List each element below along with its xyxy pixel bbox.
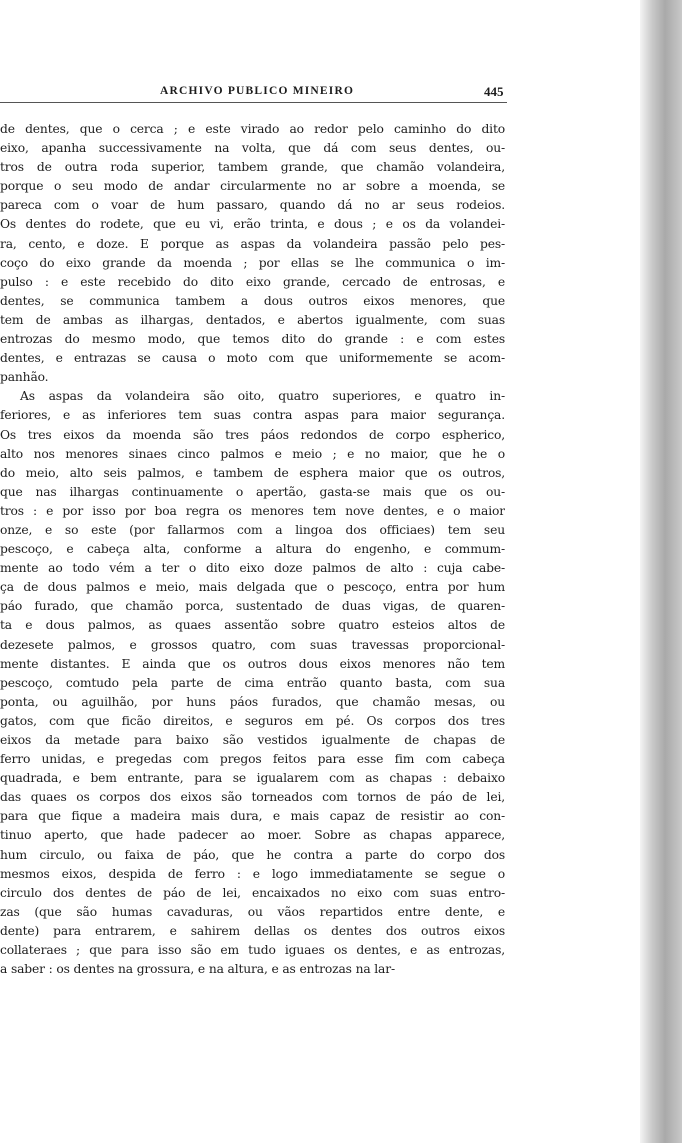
running-header-title: ARCHIVO PUBLICO MINEIRO <box>160 85 355 97</box>
text-line: mente ao todo vém a ter o dito eixo doze palmos de alto : cuja cabe- <box>0 561 505 576</box>
page-number: 445 <box>484 84 504 99</box>
text-line: feriores, e as inferiores tem suas contra aspas para maior segurança. <box>0 408 505 423</box>
text-line: coço do eixo grande da moenda ; por ellas se lhe communica o im- <box>0 255 505 270</box>
text-line: alto nos menores sinaes cinco palmos e meio ; e no maior, que he o <box>0 446 505 461</box>
text-line: tinuo aperto, que hade padecer ao moer. Sobre as chapas apparece, <box>0 828 505 843</box>
text-line: eixo, apanha successivamente na volta, que dá com seus dentes, ou- <box>0 141 505 156</box>
text-line: mesmos eixos, despida de ferro : e logo immediatamente se segue o <box>0 866 505 881</box>
body-text <box>0 120 505 979</box>
text-line: circulo dos dentes de páo de lei, encaixados no eixo com suas entro- <box>0 885 505 900</box>
text-line: hum circulo, ou faixa de páo, que he contra a parte do corpo dos <box>0 847 505 862</box>
text-line: ça de dous palmos e meio, mais delgada que o pescoço, entra por hum <box>0 580 505 595</box>
text-line: do meio, alto seis palmos, e tambem de esphera maior que os outros, <box>0 465 505 480</box>
text-line: ferro unidas, e pregedas com pregos feitos para esse fim com cabeça <box>0 752 505 767</box>
text-line: zas (que são humas cavaduras, ou vãos repartidos entre dente, e <box>0 904 505 919</box>
text-line: dentes, se communica tambem a dous outros eixos menores, que <box>0 293 505 308</box>
text-line: que nas ilhargas continuamente o apertão, gasta-se mais que os ou- <box>0 484 505 499</box>
text-line: ta e dous palmos, as quaes assentão sobre quatro esteios altos de <box>0 618 505 633</box>
text-line: Os dentes do rodete, que eu vi, erão trinta, e dous ; e os da volandei- <box>0 217 505 232</box>
text-line: pescoço, e cabeça alta, conforme a altura do engenho, e commum- <box>0 542 505 557</box>
text-line: a saber : os dentes na grossura, e na altura, e as entrozas na lar- <box>0 962 395 977</box>
header-rule <box>0 102 507 103</box>
text-line: dezesete palmos, e grossos quatro, com suas travessas proporcional- <box>0 637 505 652</box>
text-line: pulso : e este recebido do dito eixo grande, cercado de entrosas, e <box>0 274 505 289</box>
text-line: ra, cento, e doze. E porque as aspas da volandeira passão pelo pes- <box>0 236 505 251</box>
text-line: eixos da metade para baixo são vestidos igualmente de chapas de <box>0 733 505 747</box>
text-line: quadrada, e bem entrante, para se igualarem com as chapas : debaixo <box>0 771 505 786</box>
text-line: ponta, ou aguilhão, por huns páos furados, que chamão mesas, ou <box>0 694 505 709</box>
text-line: pescoço, comtudo pela parte de cima entrão quanto basta, com sua <box>0 675 505 690</box>
text-line: tem de ambas as ilhargas, dentados, e abertos igualmente, com suas <box>0 312 505 327</box>
page-edge-shadow <box>640 0 682 1143</box>
text-line: entrozas do mesmo modo, que temos dito do grande : e com estes <box>0 332 505 347</box>
text-line: tros : e por isso por boa regra os menores tem nove dentes, e o maior <box>0 503 505 518</box>
text-line: As aspas da volandeira são oito, quatro superiores, e quatro in- <box>20 389 505 404</box>
text-line: gatos, com que ficão direitos, e seguros em pé. Os corpos dos tres <box>0 713 505 728</box>
text-line: tros de outra roda superior, tambem grande, que chamão volandeira, <box>0 160 505 175</box>
text-line: Os tres eixos da moenda são tres páos redondos de corpo espherico, <box>0 427 505 442</box>
text-line: páo furado, que chamão porca, sustentado de duas vigas, de quaren- <box>0 599 505 614</box>
text-line: das quaes os corpos dos eixos são torneados com tornos de páo de lei, <box>0 790 505 805</box>
text-line: porque o seu modo de andar circularmente no ar sobre a moenda, se <box>0 179 505 194</box>
text-line: dentes, e entrazas se causa o moto com que uniformemente se acom- <box>0 351 505 366</box>
text-line: collateraes ; que para isso são em tudo iguaes os dentes, e as entrozas, <box>0 943 505 958</box>
text-line: para que fique a madeira mais dura, e mais capaz de resistir ao con- <box>0 809 505 824</box>
text-line: de dentes, que o cerca ; e este virado ao redor pelo caminho do dito <box>0 122 505 136</box>
text-line: mente distantes. E ainda que os outros dous eixos menores não tem <box>0 656 505 671</box>
text-line: pareca com o voar de hum passaro, quando dá no ar seus rodeios. <box>0 198 505 213</box>
text-line: onze, e so este (por fallarmos com a lingoa dos officiaes) tem seu <box>0 522 505 537</box>
text-line: dente) para entrarem, e sahirem dellas os dentes dos outros eixos <box>0 923 505 938</box>
text-line: panhão. <box>0 370 49 385</box>
